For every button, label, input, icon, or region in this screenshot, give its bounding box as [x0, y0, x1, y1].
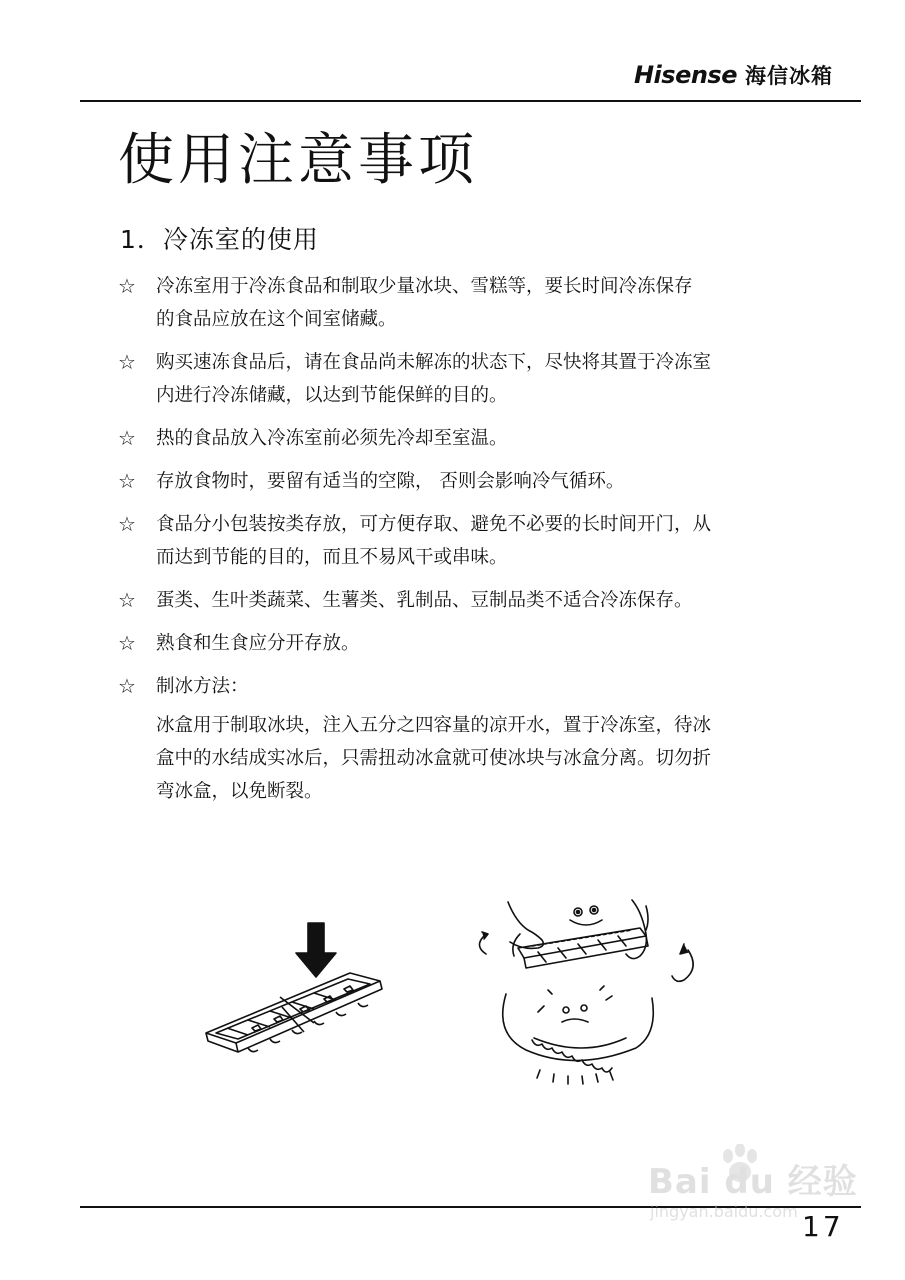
item-text — [156, 670, 818, 808]
brand-logo — [634, 60, 833, 90]
star-bullet-icon: ☆ — [118, 426, 136, 450]
ice-method-description — [156, 709, 818, 808]
item-line: 存放食物时，要留有适当的空隙， 否则会影响冷气循环。 — [156, 471, 625, 492]
item-line: 热的食品放入冷冻室前必须先冷却至室温。 — [156, 428, 508, 449]
brand-name-cn: 海信冰箱 — [745, 64, 833, 88]
item-text — [156, 346, 818, 412]
ice-tray-fill-illustration — [200, 915, 400, 1065]
item-line: 食品分小包装按类存放，可方便存取、避免不必要的长时间开门，从 — [156, 514, 712, 535]
list-item — [118, 422, 818, 455]
item-text — [156, 422, 818, 455]
list-item — [118, 270, 818, 336]
item-line: 购买速冻食品后，请在食品尚未解冻的状态下，尽快将其置于冷冻室 — [156, 352, 712, 373]
star-bullet-icon: ☆ — [118, 512, 136, 536]
star-bullet-icon: ☆ — [118, 274, 136, 298]
list-item — [118, 508, 818, 574]
star-bullet-icon: ☆ — [118, 674, 136, 698]
item-line: 的食品应放在这个间室储藏。 — [156, 309, 397, 330]
watermark-main-text: Bai du 经验 — [648, 1162, 858, 1202]
page-title: 使用注意事项 — [118, 128, 478, 193]
item-line: 制冰方法： — [156, 676, 249, 697]
ice-tray-twist-illustration — [462, 890, 722, 1090]
item-text — [156, 270, 818, 336]
item-text — [156, 627, 818, 660]
baidu-jingyan-watermark — [648, 1150, 858, 1230]
star-bullet-icon: ☆ — [118, 469, 136, 493]
section-title: 1．冷冻室的使用 — [120, 225, 319, 254]
page-number: 17 — [802, 1210, 844, 1243]
precaution-list — [118, 270, 818, 818]
item-text — [156, 584, 818, 617]
star-bullet-icon: ☆ — [118, 588, 136, 612]
item-line: 冷冻室用于冷冻食品和制取少量冰块、雪糕等，要长时间冷冻保存 — [156, 276, 693, 297]
item-text — [156, 465, 818, 498]
list-item — [118, 584, 818, 617]
item-line: 而达到节能的目的，而且不易风干或串味。 — [156, 547, 508, 568]
list-item — [118, 627, 818, 660]
list-item — [118, 465, 818, 498]
item-line: 蛋类、生叶类蔬菜、生薯类、乳制品、豆制品类不适合冷冻保存。 — [156, 590, 693, 611]
item-line: 盒中的水结成实冰后，只需扭动冰盒就可使冰块与冰盒分离。切勿折 — [156, 748, 712, 769]
header-divider — [80, 100, 861, 102]
list-item — [118, 346, 818, 412]
watermark-url: jingyan.baidu.com — [650, 1202, 798, 1221]
star-bullet-icon: ☆ — [118, 631, 136, 655]
item-text — [156, 508, 818, 574]
item-line: 熟食和生食应分开存放。 — [156, 633, 360, 654]
item-line: 冰盒用于制取冰块，注入五分之四容量的凉开水，置于冷冻室，待冰 — [156, 715, 712, 736]
star-bullet-icon: ☆ — [118, 350, 136, 374]
item-line: 内进行冷冻储藏，以达到节能保鲜的目的。 — [156, 385, 508, 406]
brand-name-en: Hisense — [633, 61, 737, 89]
list-item — [118, 670, 818, 808]
item-line: 弯冰盒，以免断裂。 — [156, 781, 323, 802]
